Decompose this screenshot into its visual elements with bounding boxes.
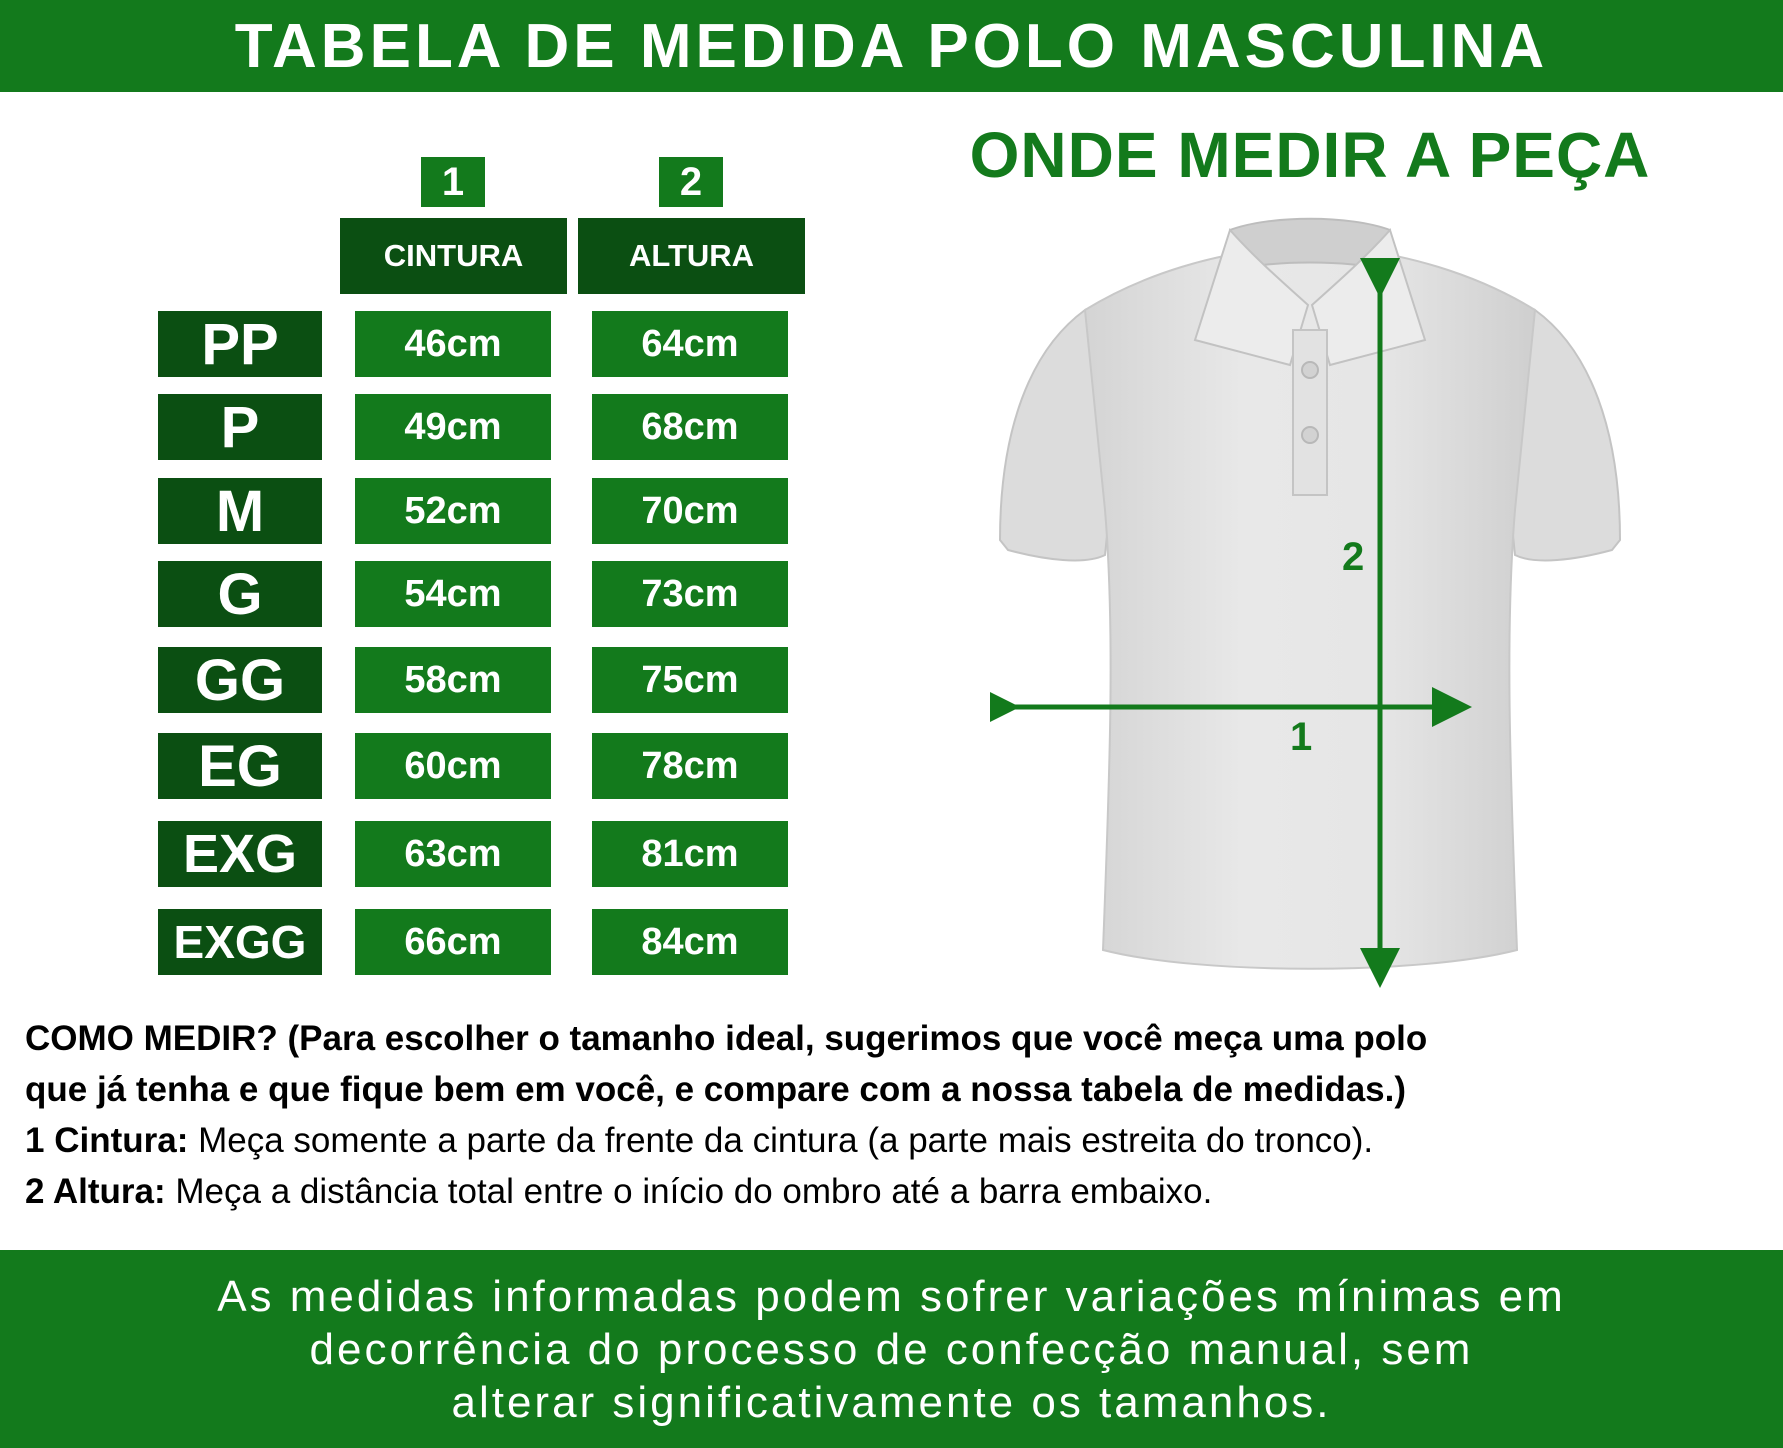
instruction-altura-label: 2 Altura: xyxy=(25,1172,166,1211)
cintura-cell-pp: 46cm xyxy=(355,311,551,377)
altura-cell-eg: 78cm xyxy=(592,733,788,799)
disclaimer-line3: alterar significativamente os tamanhos. xyxy=(451,1377,1332,1427)
cintura-cell-m: 52cm xyxy=(355,478,551,544)
how-to-measure xyxy=(25,1013,1765,1217)
size-label-exg: EXG xyxy=(158,821,322,887)
altura-cell-m: 70cm xyxy=(592,478,788,544)
size-label-m: M xyxy=(158,478,322,544)
size-label-eg: EG xyxy=(158,733,322,799)
cintura-cell-p: 49cm xyxy=(355,394,551,460)
polo-shirt-diagram xyxy=(990,210,1630,1000)
polo-shirt-image xyxy=(990,210,1630,1000)
instruction-cintura xyxy=(25,1115,1765,1166)
size-label-p: P xyxy=(158,394,322,460)
instruction-altura-text: Meça a distância total entre o início do ombro até a barra embaixo. xyxy=(165,1172,1213,1211)
size-label-pp: PP xyxy=(158,311,322,377)
instructions-heading-line2: que já tenha e que fique bem em você, e compare com a nossa tabela de medidas.) xyxy=(25,1070,1407,1109)
header-title: TABELA DE MEDIDA POLO MASCULINA xyxy=(234,11,1549,81)
cintura-cell-exgg: 66cm xyxy=(355,909,551,975)
altura-cell-g: 73cm xyxy=(592,561,788,627)
cintura-cell-g: 54cm xyxy=(355,561,551,627)
altura-cell-gg: 75cm xyxy=(592,647,788,713)
column-header-cintura: CINTURA xyxy=(340,218,567,294)
instruction-altura xyxy=(25,1166,1765,1217)
waist-arrow-label: 1 xyxy=(1290,715,1313,759)
size-label-gg: GG xyxy=(158,647,322,713)
height-arrow-label: 2 xyxy=(1342,535,1365,579)
size-label-exgg: EXGG xyxy=(158,909,322,975)
size-label-g: G xyxy=(158,561,322,627)
altura-cell-exgg: 84cm xyxy=(592,909,788,975)
disclaimer-line2: decorrência do processo de confecção manual, sem xyxy=(309,1324,1474,1374)
altura-cell-exg: 81cm xyxy=(592,821,788,887)
instructions-heading-line1: COMO MEDIR? (Para escolher o tamanho ideal, sugerimos que você meça uma polo xyxy=(25,1019,1428,1058)
instruction-cintura-text: Meça somente a parte da frente da cintura (a parte mais estreita do tronco). xyxy=(188,1121,1374,1160)
altura-cell-pp: 64cm xyxy=(592,311,788,377)
disclaimer-banner xyxy=(0,1250,1783,1448)
cintura-cell-gg: 58cm xyxy=(355,647,551,713)
cintura-cell-eg: 60cm xyxy=(355,733,551,799)
instruction-cintura-label: 1 Cintura: xyxy=(25,1121,189,1160)
section-title: ONDE MEDIR A PEÇA xyxy=(969,119,1651,191)
column-header-altura: ALTURA xyxy=(578,218,805,294)
disclaimer-line1: As medidas informadas podem sofrer variações mínimas em xyxy=(217,1271,1566,1321)
cintura-cell-exg: 63cm xyxy=(355,821,551,887)
column-number-1: 1 xyxy=(421,157,485,207)
altura-cell-p: 68cm xyxy=(592,394,788,460)
column-number-2: 2 xyxy=(659,157,723,207)
header-banner xyxy=(0,0,1783,92)
